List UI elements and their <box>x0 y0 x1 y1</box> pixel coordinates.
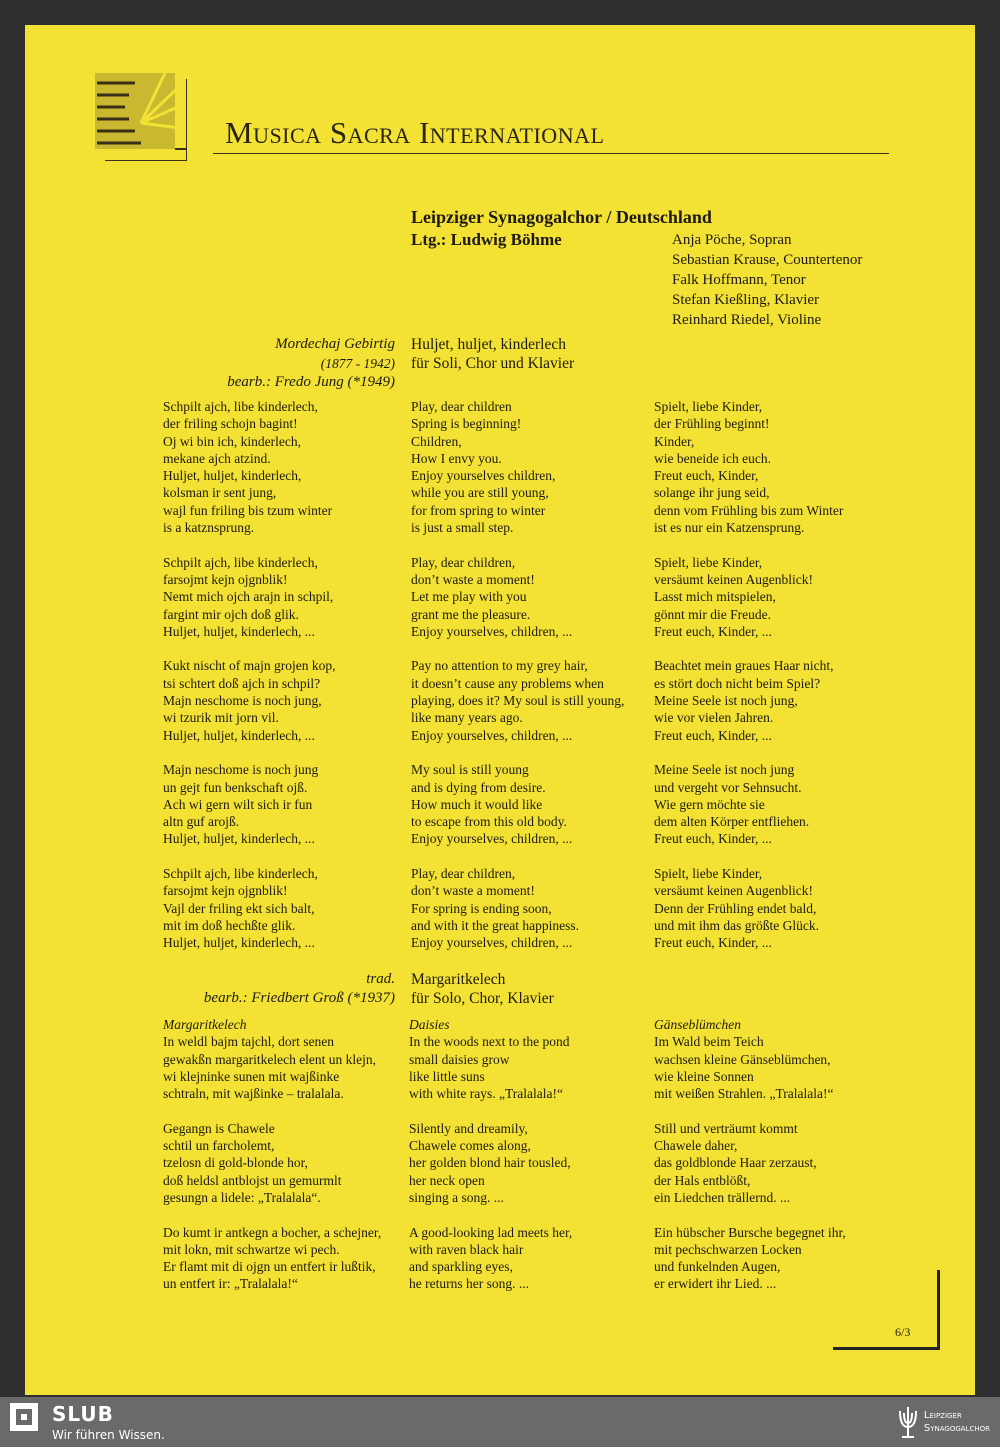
stanza <box>163 1120 381 1206</box>
lyric-line: playing, does it? My soul is still young, <box>411 693 625 709</box>
stanza <box>409 1120 572 1206</box>
lyric-line: it doesn’t cause any problems when <box>411 675 604 691</box>
lyric-line: In weldl bajm tajchl, dort senen <box>163 1034 334 1050</box>
lyric-line: Huljet, huljet, kinderlech, <box>163 468 302 484</box>
stanza <box>654 761 843 847</box>
lyric-line: ein Liedchen trällernd. ... <box>654 1189 791 1205</box>
program-sheet <box>25 25 975 1395</box>
stanza <box>654 398 843 536</box>
conductor: Ltg.: Ludwig Böhme <box>411 230 562 249</box>
lyric-line: with raven black hair <box>409 1241 524 1257</box>
stanza <box>163 761 335 847</box>
lyric-line: Majn neschome is noch jung <box>163 762 319 778</box>
stanza <box>409 1224 572 1293</box>
stanza <box>654 657 843 743</box>
composer-credit <box>204 970 395 1008</box>
lyric-line: Freut euch, Kinder, ... <box>654 727 772 743</box>
lyric-line: Enjoy yourselves, children, ... <box>411 623 573 639</box>
lyric-line: wie beneide ich euch. <box>654 450 771 466</box>
lyric-line: Enjoy yourselves, children, ... <box>411 935 573 951</box>
composer-credit <box>227 335 395 392</box>
lyric-line: un entfert ir: „Tralalala!“ <box>163 1276 298 1292</box>
page-number: 6/3 <box>895 1325 911 1339</box>
menorah-logo-icon[interactable] <box>896 1403 920 1441</box>
lyric-line: Silently and dreamily, <box>409 1120 528 1136</box>
performer: Anja Pöche, Sopran <box>672 232 792 248</box>
stanza <box>411 554 624 640</box>
lyric-line: Beachtet mein graues Haar nicht, <box>654 658 834 674</box>
work-scoring: für Solo, Chor, Klavier <box>411 990 554 1007</box>
lyric-line: Wie gern möchte sie <box>654 796 765 812</box>
stanza <box>411 761 624 847</box>
lyric-line: Lasst mich mitspielen, <box>654 589 776 605</box>
lyric-line: Spielt, liebe Kinder, <box>654 866 763 882</box>
performer-list <box>672 230 862 330</box>
stanza <box>163 398 335 536</box>
lyric-line: tsi schtert doß ajch in schpil? <box>163 675 321 691</box>
lyric-line: das goldblonde Haar zerzaust, <box>654 1155 817 1171</box>
lyric-line: wi tzurik mit jorn vil. <box>163 710 279 726</box>
lyric-line: Freut euch, Kinder, ... <box>654 935 772 951</box>
stanza <box>163 657 335 743</box>
lyric-line: with white rays. „Tralalala!“ <box>409 1086 563 1102</box>
lyrics-column-yiddish <box>163 398 335 952</box>
lyric-line: Vajl der friling ekt sich balt, <box>163 900 315 916</box>
lyric-line: wachsen kleine Gänseblümchen, <box>654 1051 831 1067</box>
lyric-line: like little suns <box>409 1068 485 1084</box>
lyric-line: Schpilt ajch, libe kinderlech, <box>163 866 318 882</box>
lyric-line: Play, dear children, <box>411 554 516 570</box>
lyric-line: mit pechschwarzen Locken <box>654 1241 802 1257</box>
lyric-line: Freut euch, Kinder, <box>654 468 759 484</box>
lyric-line: small daisies grow <box>409 1051 510 1067</box>
slub-logo-icon[interactable] <box>10 1403 38 1431</box>
lyric-line: Pay no attention to my grey hair, <box>411 658 588 674</box>
lyric-line: schtraln, mit wajßinke – tralalala. <box>163 1086 344 1102</box>
stanza <box>163 865 335 951</box>
lyric-line: gönnt mir die Freude. <box>654 606 771 622</box>
lyric-line: gewakßn margaritkelech elent un klejn, <box>163 1051 377 1067</box>
lyric-line: Ach wi gern wilt sich ir fun <box>163 796 313 812</box>
lyric-line: wajl fun friling bis tzum winter <box>163 502 333 518</box>
brand-title: Musica Sacra International <box>225 115 605 150</box>
work-title <box>411 335 574 373</box>
composer-dates: (1877 - 1942) <box>320 356 395 371</box>
lyric-line: altn guf arojß. <box>163 814 240 830</box>
lyric-line: mit im doß hechßte glik. <box>163 917 296 933</box>
lyric-line: Let me play with you <box>411 589 527 605</box>
lyric-line: Majn neschome is noch jung, <box>163 693 322 709</box>
lyric-line: Play, dear children, <box>411 866 516 882</box>
lyric-line: Huljet, huljet, kinderlech, ... <box>163 727 315 743</box>
stanza <box>163 554 335 640</box>
composer-name: Mordechaj Gebirtig <box>275 336 395 352</box>
lyric-line: Play, dear children <box>411 399 512 414</box>
lyric-line: How much it would like <box>411 796 543 812</box>
lyric-line: My soul is still young <box>411 762 529 778</box>
lyric-line: dem alten Körper entfliehen. <box>654 814 810 830</box>
stanza <box>411 865 624 951</box>
performer: Stefan Kießling, Klavier <box>672 292 820 308</box>
lyric-line: is just a small step. <box>411 520 514 536</box>
work-title <box>411 970 554 1008</box>
brand-divider <box>213 153 889 154</box>
lyric-line: Kinder, <box>654 433 695 449</box>
lyric-line: to escape from this old body. <box>411 814 567 830</box>
lyric-line: Gegangn is Chawele <box>163 1120 275 1136</box>
lyric-line: and with it the great happiness. <box>411 917 579 933</box>
lyric-line: singing a song. ... <box>409 1189 504 1205</box>
lyric-line: Er flamt mit di ojgn un entfert ir lußtik, <box>163 1259 376 1275</box>
lyric-line: Meine Seele ist noch jung, <box>654 693 798 709</box>
performer: Reinhard Riedel, Violine <box>672 312 822 328</box>
lyric-line: he returns her song. ... <box>409 1276 529 1292</box>
work-title-line: Huljet, huljet, kinderlech <box>411 336 566 353</box>
arranger: bearb.: Friedbert Groß (*1937) <box>203 990 395 1006</box>
lyric-line: her neck open <box>409 1172 485 1188</box>
stanza <box>163 1033 381 1102</box>
lyric-line: tzelosn di gold-blonde hor, <box>163 1155 308 1171</box>
lyrics-column-german <box>654 398 843 952</box>
composer-name: trad. <box>366 971 395 987</box>
lyric-line: For spring is ending soon, <box>411 900 552 916</box>
lyrics-column-yiddish <box>163 1016 381 1293</box>
lyric-line: Im Wald beim Teich <box>654 1034 764 1050</box>
stanza <box>411 398 624 536</box>
stanza <box>654 1224 846 1293</box>
lyric-line: A good-looking lad meets her, <box>409 1224 573 1240</box>
sunburst-logo-icon <box>95 73 187 161</box>
lyric-line: denn vom Frühling bis zum Winter <box>654 502 844 518</box>
lyric-line: Spielt, liebe Kinder, <box>654 399 763 414</box>
lyric-line: Enjoy yourselves children, <box>411 468 556 484</box>
lyric-line: doß heldsl antblojst un gemurmlt <box>163 1172 342 1188</box>
lyric-line: grant me the pleasure. <box>411 606 531 622</box>
lyric-line: Chawele daher, <box>654 1138 738 1154</box>
lyric-line: wie vor vielen Jahren. <box>654 710 774 726</box>
lyric-line: der Frühling beginnt! <box>654 416 770 432</box>
lyric-line: Huljet, huljet, kinderlech, ... <box>163 831 315 847</box>
lyric-line: and is dying from desire. <box>411 779 546 795</box>
lyric-line: Chawele comes along, <box>409 1138 531 1154</box>
lyric-line: Spring is beginning! <box>411 416 522 432</box>
library-name[interactable]: SLUB <box>52 1402 114 1426</box>
lyric-line: Spielt, liebe Kinder, <box>654 554 763 570</box>
performer: Sebastian Krause, Countertenor <box>672 252 863 268</box>
lyric-line: Still und verträumt kommt <box>654 1120 798 1136</box>
lyric-line: Oj wi bin ich, kinderlech, <box>163 433 301 449</box>
lyric-line: kolsman ir sent jung, <box>163 485 277 501</box>
lyric-line: farsojmt kejn ojgnblik! <box>163 883 288 899</box>
lyric-line: Ein hübscher Bursche begegnet ihr, <box>654 1224 846 1240</box>
choir-title: Leipziger Synagogalchor / Deutschland <box>411 207 712 227</box>
stanza <box>654 554 843 640</box>
lyric-line: ist es nur ein Katzensprung. <box>654 520 805 536</box>
lyric-line: Meine Seele ist noch jung <box>654 762 795 778</box>
partner-name <box>924 1409 990 1435</box>
work-scoring: für Soli, Chor und Klavier <box>411 355 575 372</box>
lyric-line: un gejt fun benkschaft ojß. <box>163 779 308 795</box>
lyric-line: solange ihr jung seid, <box>654 485 770 501</box>
lyrics-heading: Gänseblümchen <box>654 1017 741 1032</box>
stanza <box>411 657 624 743</box>
stanza <box>163 1224 381 1293</box>
lyric-line: es stört doch nicht beim Spiel? <box>654 675 821 691</box>
lyric-line: Denn der Frühling endet bald, <box>654 900 817 916</box>
lyric-line: schtil un farcholemt, <box>163 1138 275 1154</box>
lyric-line: und vergeht vor Sehnsucht. <box>654 779 802 795</box>
lyrics-column-german <box>654 1016 846 1293</box>
lyrics-column-english <box>411 398 624 952</box>
lyric-line: Freut euch, Kinder, ... <box>654 831 772 847</box>
lyric-line: Enjoy yourselves, children, ... <box>411 727 573 743</box>
stanza <box>654 1120 846 1206</box>
lyric-line: versäumt keinen Augenblick! <box>654 571 813 587</box>
lyric-line: How I envy you. <box>411 450 502 466</box>
corner-mark <box>833 1347 940 1350</box>
lyric-line: her golden blond hair tousled, <box>409 1155 571 1171</box>
lyric-line: don’t waste a moment! <box>411 571 535 587</box>
stanza <box>654 865 843 951</box>
lyric-line: Huljet, huljet, kinderlech, ... <box>163 623 315 639</box>
lyric-line: Schpilt ajch, libe kinderlech, <box>163 399 318 414</box>
lyric-line: Freut euch, Kinder, ... <box>654 623 772 639</box>
lyric-line: der Hals entblößt, <box>654 1172 751 1188</box>
lyric-line: while you are still young, <box>411 485 549 501</box>
lyric-line: for from spring to winter <box>411 502 546 518</box>
lyric-line: wie kleine Sonnen <box>654 1068 754 1084</box>
stanza <box>409 1033 572 1102</box>
corner-mark <box>937 1270 940 1350</box>
lyric-line: mit weißen Strahlen. „Tralalala!“ <box>654 1086 834 1102</box>
lyric-line: versäumt keinen Augenblick! <box>654 883 813 899</box>
lyric-line: Kukt nischt of majn grojen kop, <box>163 658 336 674</box>
partner-name-line: Synagogalchor <box>923 1423 990 1434</box>
viewer-footer <box>0 1397 1000 1447</box>
lyric-line: Children, <box>411 433 462 449</box>
lyric-line: is a katznsprung. <box>163 520 255 536</box>
lyric-line: Schpilt ajch, libe kinderlech, <box>163 554 318 570</box>
library-tagline: Wir führen Wissen. <box>52 1428 165 1442</box>
lyric-line: und mit ihm das größte Glück. <box>654 917 819 933</box>
partner-name-line: Leipziger <box>923 1410 962 1421</box>
lyric-line: und funkelnden Augen, <box>654 1259 781 1275</box>
lyric-line: and sparkling eyes, <box>409 1259 513 1275</box>
performer: Falk Hoffmann, Tenor <box>672 272 806 288</box>
arranger: bearb.: Fredo Jung (*1949) <box>227 374 395 390</box>
lyric-line: Do kumt ir antkegn a bocher, a schejner, <box>163 1224 382 1240</box>
lyric-line: Nemt mich ojch arajn in schpil, <box>163 589 334 605</box>
lyric-line: mit lokn, mit schwartze wi pech. <box>163 1241 340 1257</box>
lyric-line: farsojmt kejn ojgnblik! <box>163 571 288 587</box>
stanza <box>654 1033 846 1102</box>
lyric-line: fargint mir ojch doß glik. <box>163 606 299 622</box>
lyric-line: In the woods next to the pond <box>409 1034 570 1050</box>
lyric-line: wi klejninke sunen mit wajßinke <box>163 1068 340 1084</box>
work-title-line: Margaritkelech <box>411 971 506 988</box>
lyric-line: der friling schojn bagint! <box>163 416 298 432</box>
lyrics-heading: Daisies <box>409 1017 450 1032</box>
lyric-line: like many years ago. <box>411 710 523 726</box>
lyric-line: mekane ajch atzind. <box>163 450 271 466</box>
lyric-line: er erwidert ihr Lied. ... <box>654 1276 777 1292</box>
lyric-line: Huljet, huljet, kinderlech, ... <box>163 935 315 951</box>
lyric-line: don’t waste a moment! <box>411 883 535 899</box>
lyric-line: gesungn a lidele: „Tralalala“. <box>163 1189 321 1205</box>
lyric-line: Enjoy yourselves, children, ... <box>411 831 573 847</box>
lyrics-heading: Margaritkelech <box>163 1017 247 1032</box>
lyrics-column-english <box>409 1016 572 1293</box>
